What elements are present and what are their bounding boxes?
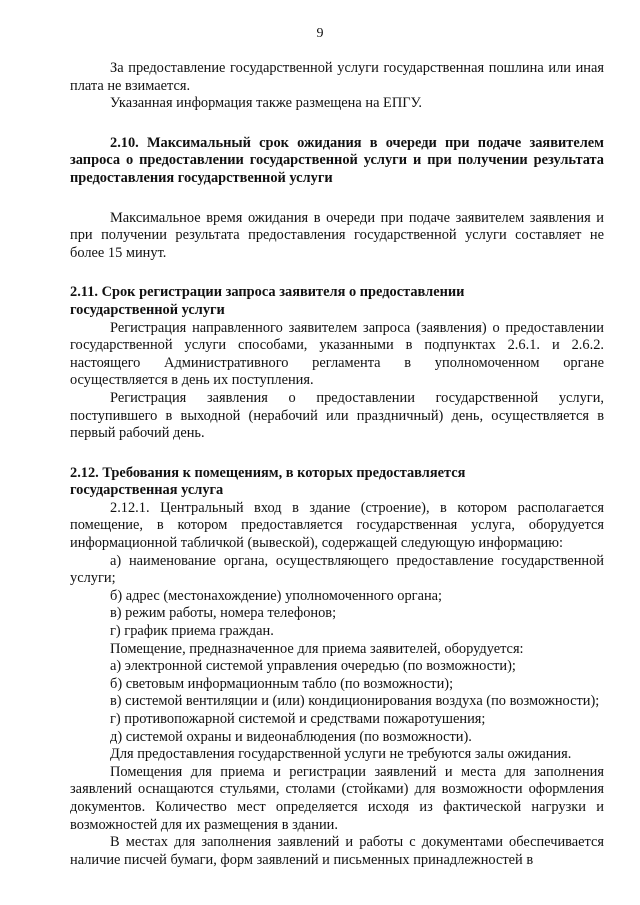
list-item-g: г) график приема граждан. <box>110 623 274 640</box>
heading-2-10: 2.10. Максимальный срок ожидания в очереди при подаче заявителем запроса о предоставлении государственной услуги и при получении результата предоставления государственной услуги <box>70 134 604 186</box>
paragraph-wait-time: Максимальное время ожидания в очереди при подаче заявителем заявления и при получении результата предоставления государственной услуги составляет не более 15 минут. <box>70 209 604 261</box>
heading-2-11-line2: государственной услуги <box>70 301 225 318</box>
equip-item-d: д) системой охраны и видеонаблюдения (по возможности). <box>110 728 472 745</box>
document-body <box>70 60 604 869</box>
list-item-b: б) адрес (местонахождение) уполномоченного органа; <box>110 587 443 604</box>
paragraph-filling-places: В местах для заполнения заявлений и работы с документами обеспечивается наличие писчей бумаги, форм заявлений и письменных принадлежностей в <box>70 834 604 868</box>
page-number: 9 <box>316 26 324 41</box>
list-item-a: а) наименование органа, осуществляющего предоставление государственной услуги; <box>70 552 604 587</box>
equip-item-g: г) противопожарной системой и средствами пожаротушения; <box>110 711 486 727</box>
paragraph-registration-holiday: Регистрация заявления о предоставлении государственной услуги, поступившего в выходной (нерабочий или праздничный) день, осуществляется в первый рабочий день. <box>70 389 604 442</box>
paragraph-fee: За предоставление государственной услуги государственная пошлина или иная плата не взимается. <box>70 60 604 94</box>
heading-2-12-line2: государственная услуга <box>70 482 224 499</box>
heading-2-11-line1: 2.11. Срок регистрации запроса заявителя о предоставлении <box>70 284 465 301</box>
paragraph-no-waiting-halls: Для предоставления государственной услуги не требуются залы ожидания. <box>110 746 572 763</box>
paragraph-epgu: Указанная информация также размещена на ЕПГУ. <box>110 95 422 112</box>
heading-2-12-line1: 2.12. Требования к помещениям, в которых предоставляется <box>70 464 466 481</box>
paragraph-2-12-1: 2.12.1. Центральный вход в здание (строение), в котором располагается помещение, в котором предоставляется государственная услуга, оборудуется информационной табличкой (вывеской), содержащей следующую информацию: <box>70 499 604 552</box>
equip-item-v: в) системой вентиляции и (или) кондиционирования воздуха (по возможности); <box>110 693 600 710</box>
equip-item-a: а) электронной системой управления очередью (по возможности); <box>110 658 516 675</box>
paragraph-reception-rooms: Помещения для приема и регистрации заявлений и места для заполнения заявлений оснащаются стульями, столами (стойками) для возможности оформления документов. Количество мест определяется исходя из фактической нагрузки и возможностей для их размещения в здании. <box>70 763 604 833</box>
equip-item-b: б) световым информационным табло (по возможности); <box>110 675 454 692</box>
paragraph-premises: Помещение, предназначенное для приема заявителей, оборудуется: <box>110 640 524 657</box>
list-item-v: в) режим работы, номера телефонов; <box>110 605 337 622</box>
paragraph-registration: Регистрация направленного заявителем запроса (заявления) о предоставлении государственной услуги способами, указанными в подпунктах 2.6.1. и 2.6.2. настоящего Административного регламента в уполномоченном органе осуществляется в день их поступления. <box>70 319 604 389</box>
